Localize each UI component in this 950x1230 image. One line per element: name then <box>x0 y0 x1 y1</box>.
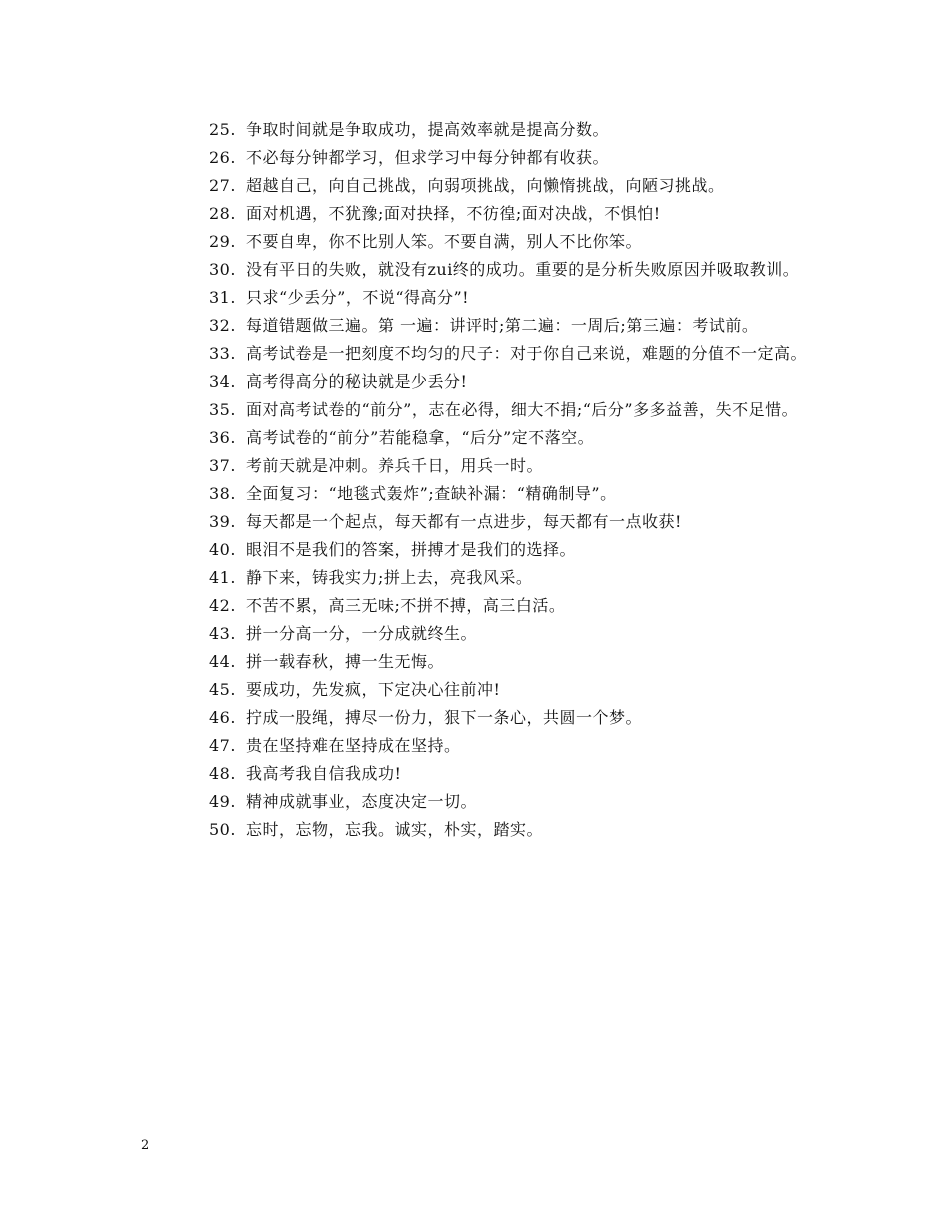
item-text: 精神成就事业，态度决定一切。 <box>245 792 477 811</box>
list-item <box>141 172 813 200</box>
list-item <box>141 200 813 228</box>
item-text: 高考试卷的“前分”若能稳拿，“后分”定不落空。 <box>245 428 595 447</box>
item-number: 41. <box>209 568 236 587</box>
item-text: 静下来，铸我实力;拼上去，亮我风采。 <box>245 568 533 587</box>
list-item <box>141 648 813 676</box>
list-item <box>141 424 813 452</box>
item-text: 面对机遇，不犹豫;面对抉择，不彷徨;面对决战，不惧怕! <box>245 204 661 223</box>
item-text: 拼一分高一分，一分成就终生。 <box>245 624 477 643</box>
item-text: 不要自卑，你不比别人笨。不要自满，别人不比你笨。 <box>245 232 642 251</box>
item-number: 49. <box>209 792 236 811</box>
list-item <box>141 284 813 312</box>
item-number: 37. <box>209 456 236 475</box>
list-item <box>141 480 813 508</box>
item-text: 面对高考试卷的“前分”，志在必得，细大不捐;“后分”多多益善，失不足惜。 <box>245 400 799 419</box>
list-item <box>141 312 813 340</box>
item-text: 高考试卷是一把刻度不均匀的尺子：对于你自己来说，难题的分值不一定高。 <box>245 344 807 363</box>
item-number: 36. <box>209 428 236 447</box>
item-number: 33. <box>209 344 236 363</box>
list-item <box>141 816 813 844</box>
item-number: 28. <box>209 204 236 223</box>
list-item <box>141 676 813 704</box>
item-number: 25. <box>209 120 236 139</box>
list-item <box>141 144 813 172</box>
list-item <box>141 116 813 144</box>
item-number: 42. <box>209 596 236 615</box>
list-item <box>141 368 813 396</box>
item-text: 只求“少丢分”，不说“得高分”! <box>245 288 470 307</box>
item-text: 拼一载春秋，搏一生无悔。 <box>245 652 444 671</box>
item-number: 43. <box>209 624 236 643</box>
item-text: 眼泪不是我们的答案，拼搏才是我们的选择。 <box>245 540 576 559</box>
item-number: 30. <box>209 260 236 279</box>
item-number: 45. <box>209 680 236 699</box>
item-text: 贵在坚持难在坚持成在坚持。 <box>245 736 461 755</box>
item-number: 35. <box>209 400 236 419</box>
item-number: 40. <box>209 540 236 559</box>
item-number: 38. <box>209 484 236 503</box>
list-item <box>141 340 813 368</box>
item-number: 46. <box>209 708 236 727</box>
item-number: 34. <box>209 372 236 391</box>
item-text: 我高考我自信我成功! <box>245 764 402 783</box>
list-item <box>141 732 813 760</box>
item-number: 27. <box>209 176 236 195</box>
item-text: 不苦不累，高三无味;不拼不搏，高三白活。 <box>245 596 566 615</box>
item-number: 50. <box>209 820 236 839</box>
item-number: 26. <box>209 148 236 167</box>
list-item <box>141 704 813 732</box>
item-text: 考前天就是冲刺。养兵千日，用兵一时。 <box>245 456 543 475</box>
list-item <box>141 564 813 592</box>
item-text: 要成功，先发疯，下定决心往前冲! <box>245 680 501 699</box>
item-text: 没有平日的失败，就没有zui终的成功。重要的是分析失败原因并吸取教训。 <box>245 260 800 279</box>
list-item <box>141 228 813 256</box>
item-number: 39. <box>209 512 236 531</box>
item-number: 47. <box>209 736 236 755</box>
list-item <box>141 536 813 564</box>
item-text: 不必每分钟都学习，但求学习中每分钟都有收获。 <box>245 148 609 167</box>
item-number: 32. <box>209 316 236 335</box>
list-item <box>141 396 813 424</box>
item-text: 每天都是一个起点，每天都有一点进步，每天都有一点收获! <box>245 512 682 531</box>
list-item <box>141 788 813 816</box>
item-text: 每道错题做三遍。第 一遍：讲评时;第二遍：一周后;第三遍：考试前。 <box>245 316 759 335</box>
item-text: 忘时，忘物，忘我。诚实，朴实，踏实。 <box>245 820 543 839</box>
page-number: 2 <box>141 1138 150 1153</box>
item-number: 29. <box>209 232 236 251</box>
item-number: 31. <box>209 288 236 307</box>
document-body <box>141 116 813 844</box>
item-text: 全面复习：“地毯式轰炸”;查缺补漏：“精确制导”。 <box>245 484 617 503</box>
item-text: 争取时间就是争取成功，提高效率就是提高分数。 <box>245 120 609 139</box>
list-item <box>141 508 813 536</box>
item-text: 超越自己，向自己挑战，向弱项挑战，向懒惰挑战，向陋习挑战。 <box>245 176 725 195</box>
list-item <box>141 452 813 480</box>
list-item <box>141 760 813 788</box>
item-number: 44. <box>209 652 236 671</box>
list-item <box>141 256 813 284</box>
item-text: 高考得高分的秘诀就是少丢分! <box>245 372 468 391</box>
item-text: 拧成一股绳，搏尽一份力，狠下一条心，共圆一个梦。 <box>245 708 642 727</box>
list-item <box>141 592 813 620</box>
item-number: 48. <box>209 764 236 783</box>
list-item <box>141 620 813 648</box>
